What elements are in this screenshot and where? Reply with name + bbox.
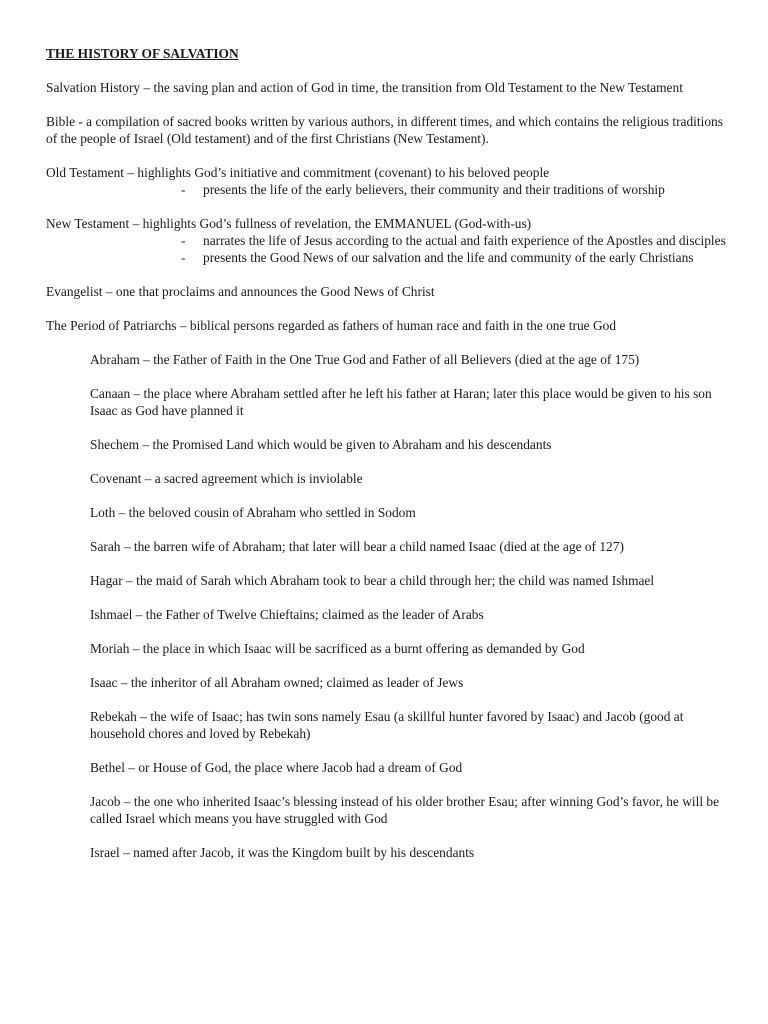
patriarchs-heading: The Period of Patriarchs – biblical persons regarded as fathers of human race and faith in the one true God	[46, 318, 617, 333]
term-bethel: Bethel – or House of God, the place where Jacob had a dream of God	[90, 760, 463, 775]
old-testament-definition: Old Testament – highlights God’s initiative and commitment (covenant) to his beloved people	[46, 165, 550, 180]
term-israel: Israel – named after Jacob, it was the Kingdom built by his descendants	[90, 845, 475, 860]
term-shechem: Shechem – the Promised Land which would be given to Abraham and his descendants	[90, 437, 552, 452]
term-sarah: Sarah – the barren wife of Abraham; that later will bear a child named Isaac (died at the age of 127)	[90, 539, 624, 554]
bullet-text: presents the Good News of our salvation and the life and community of the early Christians	[203, 250, 694, 265]
term-abraham: Abraham – the Father of Faith in the One True God and Father of all Believers (died at the age of 175)	[90, 352, 640, 367]
bible-definition: Bible - a compilation of sacred books written by various authors, in different times, and which contains the religious traditions of the people of Israel (Old testament) and of the first Christians (New Testament).	[46, 114, 723, 146]
term-hagar: Hagar – the maid of Sarah which Abraham took to bear a child through her; the child was named Ishmael	[90, 573, 655, 588]
term-rebekah: Rebekah – the wife of Isaac; has twin sons namely Esau (a skillful hunter favored by Isaac) and Jacob (good at household chores and loved by Rebekah)	[90, 709, 684, 741]
term-loth: Loth – the beloved cousin of Abraham who settled in Sodom	[90, 505, 416, 520]
term-isaac: Isaac – the inheritor of all Abraham owned; claimed as leader of Jews	[90, 675, 464, 690]
bullet-dash: -	[181, 182, 186, 197]
term-canaan: Canaan – the place where Abraham settled after he left his father at Haran; later this place would be given to his son Isaac as God have planned it	[90, 386, 712, 418]
bullet-dash: -	[181, 250, 186, 265]
bullet-dash: -	[181, 233, 186, 248]
list-item	[46, 181, 733, 198]
document-title: THE HISTORY OF SALVATION	[46, 46, 239, 61]
old-testament-bullets	[46, 181, 736, 198]
term-moriah: Moriah – the place in which Isaac will be sacrificed as a burnt offering as demanded by God	[90, 641, 585, 656]
bullet-text: presents the life of the early believers, their community and their traditions of worship	[203, 182, 665, 197]
document-page	[46, 45, 736, 878]
list-item	[46, 232, 733, 249]
salvation-history-definition: Salvation History – the saving plan and action of God in time, the transition from Old Testament to the New Testament	[46, 80, 683, 95]
term-ishmael: Ishmael – the Father of Twelve Chieftains; claimed as the leader of Arabs	[90, 607, 484, 622]
list-item	[46, 249, 733, 266]
term-covenant: Covenant – a sacred agreement which is inviolable	[90, 471, 363, 486]
new-testament-bullets	[46, 232, 736, 266]
evangelist-definition: Evangelist – one that proclaims and announces the Good News of Christ	[46, 284, 435, 299]
bullet-text: narrates the life of Jesus according to the actual and faith experience of the Apostles and disciples	[203, 233, 726, 248]
term-jacob: Jacob – the one who inherited Isaac’s blessing instead of his older brother Esau; after winning God’s favor, he will be called Israel which means you have struggled with God	[90, 794, 720, 826]
new-testament-definition: New Testament – highlights God’s fullness of revelation, the EMMANUEL (God-with-us)	[46, 216, 532, 231]
